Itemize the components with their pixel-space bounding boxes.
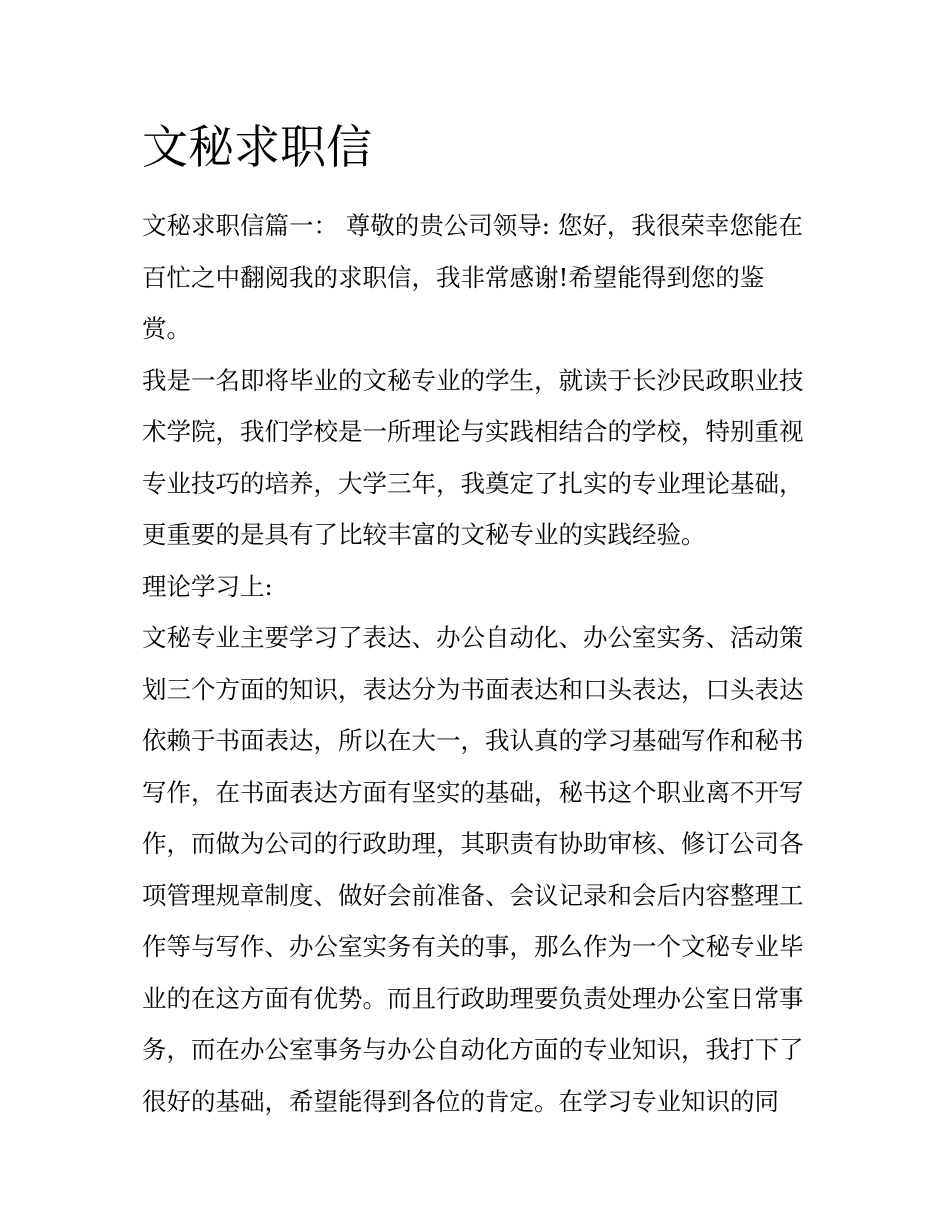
- document-body: [142, 200, 822, 1127]
- text-line: 术学院，我们学校是一所理论与实践相结合的学校，特别重视: [142, 417, 804, 446]
- document-title: 文秘求职信: [142, 120, 372, 174]
- text-line: 务，而在办公室事务与办公自动化方面的专业知识，我打下了: [142, 1035, 804, 1064]
- text-line: 划三个方面的知识，表达分为书面表达和口头表达，口头表达: [142, 674, 804, 704]
- text-line: 作，而做为公司的行政助理，其职责有协助审核、修订公司各: [142, 829, 804, 858]
- paragraph-introduction: [142, 355, 822, 561]
- paragraph-theory-heading: [142, 561, 822, 613]
- text-line: 项管理规章制度、做好会前准备、会议记录和会后内容整理工: [142, 880, 804, 910]
- text-line: 作等与写作、办公室实务有关的事，那么作为一个文秘专业毕: [142, 932, 804, 961]
- text-line: 很好的基础，希望能得到各位的肯定。在学习专业知识的同: [142, 1086, 779, 1116]
- text-line: 赏。: [142, 314, 191, 343]
- text-line: 业的在这方面有优势。而且行政助理要负责处理办公室日常事: [142, 983, 804, 1013]
- text-line: 我是一名即将毕业的文秘专业的学生，就读于长沙民政职业技: [142, 365, 804, 395]
- text-line: 专业技巧的培养，大学三年，我奠定了扎实的专业理论基础，: [142, 468, 804, 498]
- paragraph-theory-details: [142, 612, 822, 1127]
- text-line: 依赖于书面表达，所以在大一，我认真的学习基础写作和秘书: [142, 726, 804, 755]
- text-line: 更重要的是具有了比较丰富的文秘专业的实践经验。: [142, 520, 706, 549]
- text-line: 文秘求职信篇一： 尊敬的贵公司领导: 您好，我很荣幸您能在: [142, 211, 803, 240]
- text-line: 百忙之中翻阅我的求职信，我非常感谢!希望能得到您的鉴: [142, 262, 765, 292]
- text-line: 理论学习上:: [142, 571, 273, 601]
- paragraph-greeting: [142, 200, 822, 355]
- text-line: 文秘专业主要学习了表达、办公自动化、办公室实务、活动策: [142, 623, 804, 652]
- text-line: 写作，在书面表达方面有坚实的基础，秘书这个职业离不开写: [142, 777, 804, 807]
